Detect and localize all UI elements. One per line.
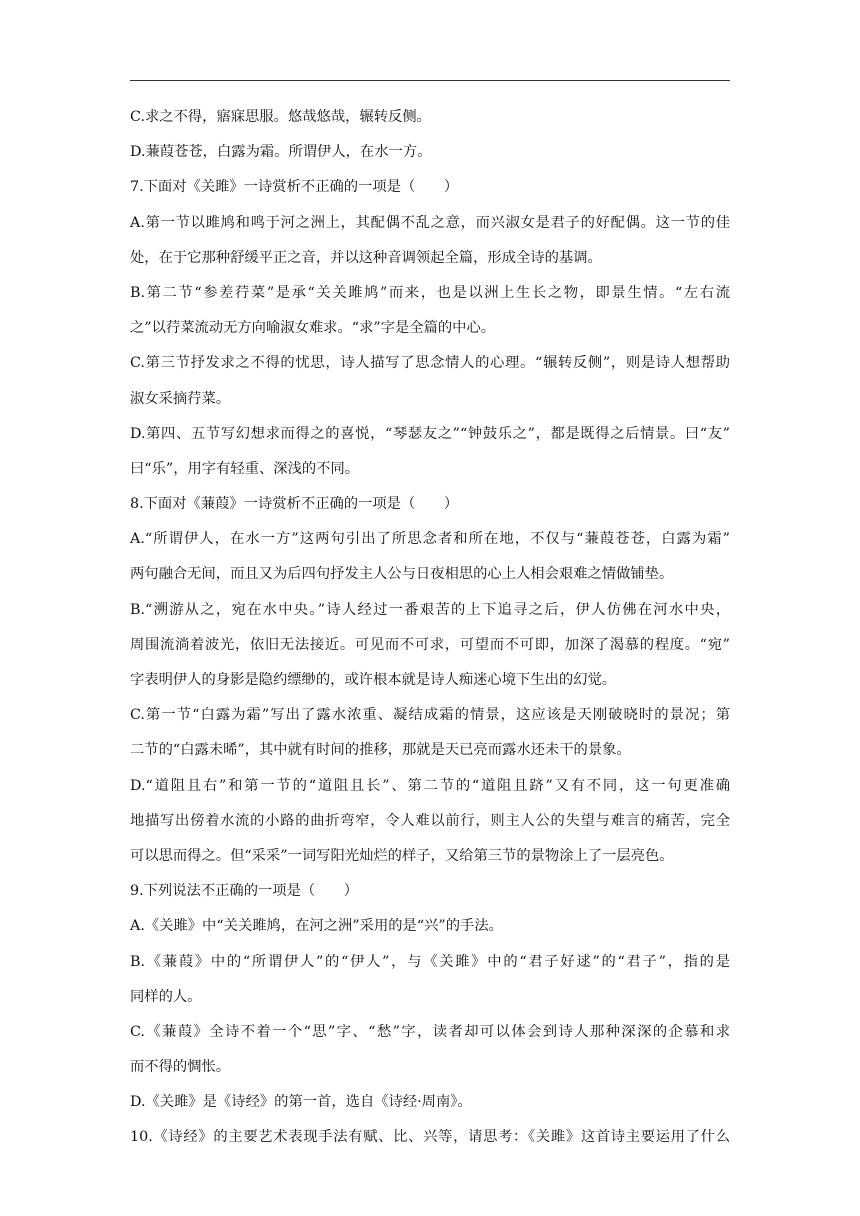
text-line: 周围流淌着波光，依旧无法接近。可见而不可求，可望而不可即，加深了渴慕的程度。“宛”: [130, 636, 730, 653]
text-line: D.第四、五节写幻想求而得之的喜悦，“琴瑟友之”“钟鼓乐之”，都是既得之后情景。曰“友”: [130, 425, 730, 442]
text-line: 7.下面对《关雎》一诗赏析不正确的一项是（ ）: [130, 179, 459, 196]
text-line: D.蒹葭苍苍，白露为霜。所谓伊人，在水一方。: [130, 144, 432, 161]
text-line: D.《关雎》是《诗经》的第一首，选自《诗经·周南》。: [130, 1094, 472, 1111]
text-line: 淑女采摘荇菜。: [130, 390, 231, 407]
header-rule: [130, 80, 730, 81]
text-line: B.“溯游从之，宛在水中央。”诗人经过一番艰苦的上下追寻之后，伊人仿佛在河水中央，: [130, 601, 730, 618]
text-line: C.《蒹葭》全诗不着一个“思”字、“愁”字，读者却可以体会到诗人那种深深的企慕和求: [130, 1023, 730, 1040]
text-line: 曰“乐”，用字有轻重、深浅的不同。: [130, 460, 360, 477]
text-line: A.第一节以雎鸠和鸣于河之洲上，其配偶不乱之意，而兴淑女是君子的好配偶。这一节的佳: [130, 214, 730, 231]
text-line: 可以思而得之。但“采采”一词写阳光灿烂的样子，又给第三节的景物涂上了一层亮色。: [130, 847, 674, 864]
text-line: 处，在于它那种舒缓平正之音，并以这种音调领起全篇，形成全诗的基调。: [130, 249, 602, 266]
text-line: 8.下面对《蒹葭》一诗赏析不正确的一项是（ ）: [130, 496, 459, 513]
text-line: D.“道阻且右”和第一节的“道阻且长”、第二节的“道阻且跻”又有不同，这一句更准确: [130, 777, 730, 794]
text-line: 同样的人。: [130, 988, 202, 1005]
text-line: C.第三节抒发求之不得的忧思，诗人描写了思念情人的心理。“辗转反侧”，则是诗人想帮助: [130, 355, 730, 372]
text-line: 地描写出傍着水流的小路的曲折弯窄，令人难以前行，则主人公的失望与难言的痛苦，完全: [130, 812, 730, 829]
text-line: A.《关雎》中“关关雎鸠，在河之洲”采用的是“兴”的手法。: [130, 918, 503, 935]
text-line: C.求之不得，寤寐思服。悠哉悠哉，辗转反侧。: [130, 109, 431, 125]
text-line: 而不得的惆怅。: [130, 1059, 231, 1076]
text-line: 字表明伊人的身影是隐约缥缈的，或许根本就是诗人痴迷心境下生出的幻觉。: [130, 672, 617, 688]
text-line: 两句融合无间，而且又为后四句抒发主人公与日夜相思的心上人相会艰难之情做铺垫。: [130, 566, 674, 583]
text-line: B.《蒹葭》中的“所谓伊人”的“伊人”，与《关雎》中的“君子好逑”的“君子”，指的是: [130, 953, 730, 970]
text-line: 之”以荇菜流动无方向喻淑女难求。“求”字是全篇的中心。: [130, 320, 496, 337]
text-line: C.第一节“白露为霜”写出了露水浓重、凝结成霜的情景，这应该是天刚破晓时的景况；第: [130, 707, 730, 724]
text-line: 9.下列说法不正确的一项是（ ）: [130, 883, 359, 900]
document-body: [130, 108, 735, 1146]
text-line: A.“所谓伊人，在水一方”这两句引出了所思念者和所在地，不仅与“蒹葭苍苍，白露为霜”: [130, 531, 730, 548]
text-line: 二节的“白露未晞”，其中就有时间的推移，那就是天已亮而露水还未干的景象。: [130, 742, 631, 759]
text-line: 10.《诗经》的主要艺术表现手法有赋、比、兴等，请思考：《关雎》这首诗主要运用了什么: [130, 1129, 730, 1146]
text-line: B.第二节“参差荇菜”是承“关关雎鸠”而来，也是以洲上生长之物，即景生情。“左右流: [130, 284, 730, 301]
